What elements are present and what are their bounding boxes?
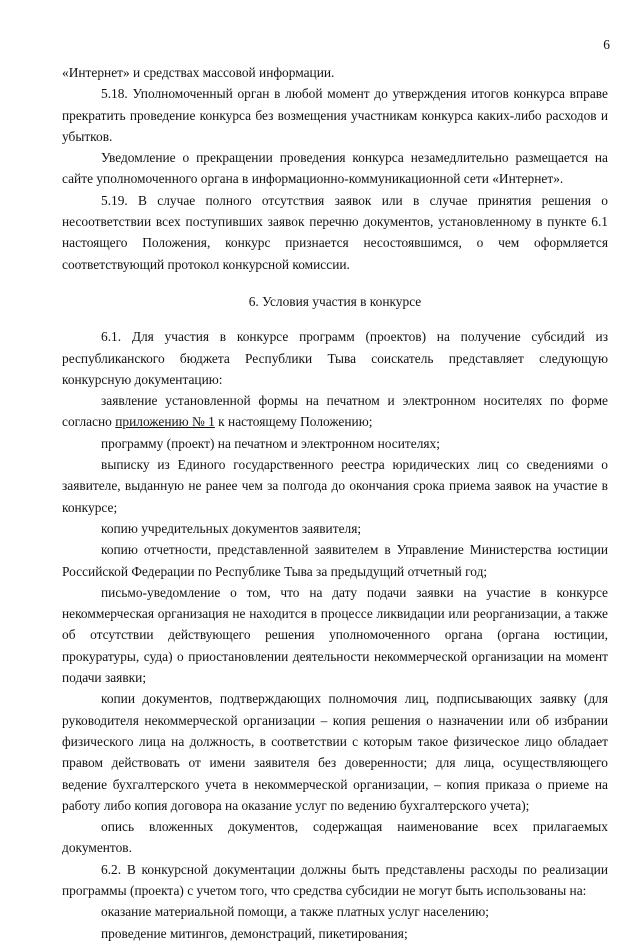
- paragraph: 5.18. Уполномоченный орган в любой момент до утверждения итогов конкурса вправе прекратить проведение конкурса без возмещения участникам конкурса каких-либо расходов и убытков.: [62, 86, 608, 144]
- document-body: [62, 62, 608, 944]
- paragraph: копию отчетности, представленной заявителем в Управление Министерства юстиции Российской Федерации по Республике Тыва за предыдущий отчетный год;: [62, 542, 608, 579]
- paragraph: Уведомление о прекращении проведения конкурса незамедлительно размещается на сайте уполномоченного органа в информационно-коммуникационной сети «Интернет».: [62, 150, 608, 187]
- paragraph: выписку из Единого государственного реестра юридических лиц со сведениями о заявителе, выданную не ранее чем за полгода до окончания срока приема заявок на участие в конкурсе;: [62, 457, 608, 515]
- paragraph: 6.2. В конкурсной документации должны быть представлены расходы по реализации программы (проекта) с учетом того, что средства субсидии не могут быть использованы на:: [62, 861, 608, 898]
- paragraph: 6.1. Для участия в конкурсе программ (проектов) на получение субсидий из республиканского бюджета Республики Тыва соискатель представляет следующую конкурсную документацию:: [62, 329, 608, 387]
- text-segment: заявление установленной формы на печатном и электронном носителях по форме согласно: [62, 393, 608, 430]
- paragraph: опись вложенных документов, содержащая наименование всех прилагаемых документов.: [62, 819, 608, 856]
- paragraph: 5.19. В случае полного отсутствия заявок или в случае принятия решения о несоответствии всех поступивших заявок перечню документов, установленному в пункте 6.1 настоящего Положения, конкурс признается несостоявшимся, о чем оформляется соответствующий протокол конкурсной комиссии.: [62, 192, 608, 272]
- paragraph: «Интернет» и средствах массовой информации.: [62, 65, 335, 80]
- paragraph: оказание материальной помощи, а также платных услуг населению;: [101, 904, 489, 920]
- section-5-end: [62, 62, 608, 275]
- paragraph: копии документов, подтверждающих полномочия лиц, подписывающих заявку (для руководителя некоммерческой организации – копия решения о назначении или об избрании физического лица на должность, в соответствии с которым такое физическое лицо обладает правом действовать от имени заявителя без доверенности; для лица, осуществляющего ведение бухгалтерского учета в некоммерческой организации, – копия приказа о приеме на работу либо копия договора на оказание услуг по ведению бухгалтерского учета);: [62, 691, 608, 813]
- text-segment: к настоящему Положению;: [214, 414, 373, 430]
- page-number: 6: [603, 37, 610, 52]
- section-6: [62, 326, 608, 944]
- paragraph: копию учредительных документов заявителя;: [101, 520, 362, 536]
- paragraph: письмо-уведомление о том, что на дату подачи заявки на участие в конкурсе некоммерческая организация не находится в процессе ликвидации или реорганизации, а также об отсутствии действующего решения уполномоченного органа (органа юстиции, прокуратуры, суда) о приостановлении деятельности некоммерческой организации на момент подачи заявки;: [62, 584, 608, 686]
- paragraph: проведение митингов, демонстраций, пикетирования;: [101, 925, 408, 941]
- paragraph-with-link: [62, 390, 608, 433]
- paragraph: программу (проект) на печатном и электронном носителях;: [101, 435, 440, 451]
- appendix-link[interactable]: приложению № 1: [115, 414, 215, 430]
- section-heading: 6. Условия участия в конкурсе: [248, 293, 422, 309]
